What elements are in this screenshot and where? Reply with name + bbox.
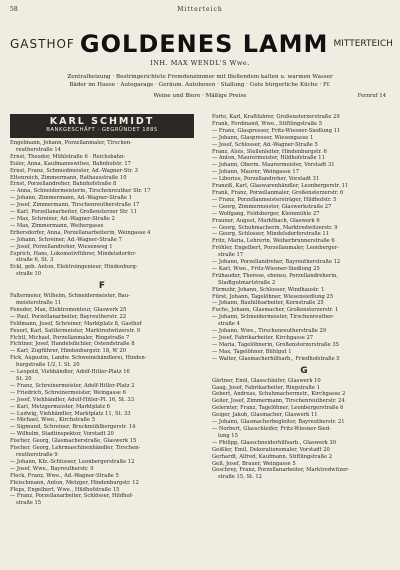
directory-entry: meisterstraße 11 bbox=[16, 300, 62, 307]
directory-entry: Frühauder, Therese, ebenso, Porzellandreherin, bbox=[212, 272, 338, 279]
directory-entry: — Josef, Wwe., Bayreutherstr. 9 bbox=[10, 465, 94, 472]
ad-description bbox=[10, 73, 390, 89]
directory-entry: Eckl, geb. Anton, Elektroingenieur, Hindenburg- bbox=[10, 264, 138, 271]
ad-line-1: Zentralheizung · Bestringerichtete Fremdenzimmer mit fließendem kalten u. warmen Wasser bbox=[67, 74, 333, 80]
ad-phone: Fernruf 14 bbox=[357, 93, 386, 99]
section-letter: F bbox=[98, 281, 106, 292]
directory-entry: Faltermeier, Wilhelm, Schneidermeister, Bau- bbox=[10, 293, 130, 300]
directory-entry: Fritz, Maria, Lehrerin, Weiherbrunnerstraße 6 bbox=[212, 238, 335, 245]
directory-entry: Feneder, Max, Elektromonteur, Glaswerk 25 bbox=[10, 306, 127, 313]
directory-entry: Geschrey, Franz, Porzellanarbeiter, Marktredwitzer- bbox=[212, 467, 350, 474]
directory-entry: Gelernter, Franz, Tagelöhner, Leonbergerstraße 6 bbox=[212, 405, 344, 412]
directory-entry: Forte, Karl, Kraftfahrer, Großensterzerstraße 29 bbox=[212, 114, 340, 120]
directory-entry: Esprich, Hans, Lokomotivführer, Mindelsdorfer- bbox=[10, 250, 137, 257]
directory-entry: — Franz, Schreinermeister, Adolf-Hitler-Platz 2 bbox=[10, 382, 135, 389]
directory-entry: — Josef, Viehhändler, Adolf-Hitler-Pl. 16, St. 33 bbox=[10, 396, 135, 403]
directory-entry: Geß, Josef, Brauer, Weingasse 5 bbox=[212, 460, 296, 467]
ad-hotel-name: GOLDENES LAMM bbox=[79, 30, 329, 58]
directory-entry: — Philipp, Glasschneiderhilfsarb., Glaswerk 30 bbox=[212, 439, 337, 446]
directory-entry: — Georg, Zimmermeister, Glaswerkstraße 27 bbox=[212, 203, 332, 210]
directory-entry: — Josef, Schlosser, Ad.-Wagner-Straße 5 bbox=[212, 141, 318, 148]
right-entry-list bbox=[212, 114, 396, 481]
directory-entry: — Johann, Wwe., Tirschenreutherstraße 29 bbox=[212, 328, 327, 335]
directory-entry: — Johann, Oberm. Maurermeister, Vorstadt 31 bbox=[212, 162, 335, 169]
directory-entry: burgstraße 1/2, I. St. 20 bbox=[16, 362, 80, 369]
directory-entry: — Johann, Kfz.-Schlosser, Leonbergerstraße 12 bbox=[10, 458, 135, 465]
directory-entry: Geißler, Emil, Dekorationsmaler, Vorstadt 20 bbox=[212, 446, 330, 453]
directory-entry: Erbersdorfer, Anna, Porzellanarbeiterin, Weingasse 4 bbox=[10, 229, 151, 236]
directory-entry: — Friedrich, Schreinermeister, Weingasse 6 bbox=[10, 389, 126, 396]
directory-entry: Geiler, Josef, Zimmermann, Tirschenreutherstr. 24 bbox=[212, 398, 345, 405]
directory-entry: Engelmann, Johann, Porzellanmaler, Tirschen- bbox=[10, 140, 132, 146]
directory-entry: Ernst, Theodor, Mühlstraße 6 · Reichsbahn- bbox=[10, 153, 126, 160]
directory-entry: Stadtgutmartstraße 2 bbox=[218, 279, 276, 286]
directory-entry: — Johann, Schneidermeister, Tirschenreuther- bbox=[212, 314, 335, 321]
directory-entry: Ettenreich, Zimmermann, Rathausstraße 10 bbox=[10, 174, 127, 181]
directory-entry: — Johann, Zimmermann, Ad.-Wagner-Straße 1 bbox=[10, 195, 132, 202]
directory-entry: — Leopold, Viehhändler, Adolf-Hitler-Platz 16 bbox=[10, 369, 130, 376]
directory-entry: Gärtner, Emil, Glasschleifer, Glaswerk 10 bbox=[212, 377, 321, 384]
directory-entry: — Wilhelm, Stadtinspektor, Vorstadt 20 bbox=[10, 431, 114, 438]
page-number: 58 bbox=[10, 6, 18, 13]
directory-entry: Franziß, Karl, Glaswarenhändler, Leonbergerstr. 11 bbox=[212, 183, 349, 190]
directory-entry: Fuchs, Johann, Glasmacher, Großensterzerstr. 1 bbox=[212, 307, 339, 314]
directory-entry: — Josef, Porzellandreher, Wiesenweg 1 bbox=[10, 243, 113, 250]
directory-entry: Geiger, Jakob, Glasmacher, Glaswerk 11 bbox=[212, 412, 318, 419]
directory-entry: Frauner, August, Marktbach, Glaswerk 6 bbox=[212, 217, 320, 224]
directory-entry: — Karl, Metzgermeister, Marktplatz 6 bbox=[10, 403, 110, 410]
directory-entry: Ernst, Porzellandreher, Bahnhofstraße 8 bbox=[10, 181, 117, 188]
bank-subtitle: BANKGESCHÄFT · GEGRÜNDET 1885 bbox=[46, 127, 158, 133]
directory-entry: — Wolfgang, Feldsberger, Kleinmühle 27 bbox=[212, 210, 320, 217]
directory-entry: — Paul, Porzellanarbeiter, Bayreutherstr. 22 bbox=[10, 313, 127, 320]
directory-entry: Fleps, Engelbert, Wwe., Hildhofstraße 15 bbox=[10, 486, 120, 493]
directory-entry: — Johann, Maurer, Weingasse 17 bbox=[212, 169, 299, 176]
directory-entry: lung 15 bbox=[218, 432, 238, 439]
ad-owner: INH. MAX WENDL'S Wwe. bbox=[150, 59, 250, 67]
directory-entry: St. 20 bbox=[16, 376, 32, 382]
directory-entry: straße 6, St. 3 bbox=[16, 257, 54, 264]
directory-entry: reutherstraße 9 bbox=[16, 451, 58, 458]
directory-entry: Gerhardt, Alfred, Kaufmann, Stiftlingstraße 2 bbox=[212, 453, 333, 460]
directory-entry: Fröhler, Engelbert, Porzellanmaler, Leonberger- bbox=[212, 245, 339, 252]
directory-entry: Gebert, Andreas, Schuhmachermstr., Kirchgasse 2 bbox=[212, 391, 346, 398]
right-column bbox=[212, 114, 396, 566]
directory-entry: straße 15 bbox=[16, 500, 42, 507]
directory-entry: straße 17 bbox=[218, 252, 244, 259]
directory-entry: Feldmann, Josef, Schreiner, Marktplatz 8, Gasthof bbox=[10, 320, 142, 327]
directory-entry: — Franz, Porzellanmeistersträger, Hildhofstr. 5 bbox=[212, 196, 337, 203]
directory-entry: — Maria, Tagelöhnerin, Großensterzerstraße 35 bbox=[212, 341, 339, 348]
directory-entry: — Michael, Wwe., Kirchstraße 5 bbox=[10, 417, 96, 424]
page-header bbox=[10, 6, 390, 16]
running-title: Mitterteich bbox=[177, 6, 223, 13]
directory-entry: — Josef, Zimmermann, Tirschenreutherstraße 17 bbox=[10, 202, 140, 209]
directory-entry: Feuerl, Karl, Sattlermeister, Marktredwitzerstr. 9 bbox=[10, 327, 141, 334]
directory-entry: Fichtl, Michael, Porzellanmaler, Ringstraße 7 bbox=[10, 334, 130, 341]
directory-entry: — Ludwig, Viehhändler, Marktplatz 11, St. 33 bbox=[10, 410, 131, 417]
bank-name: KARL SCHMIDT bbox=[49, 116, 155, 127]
directory-entry: straße 15, St. 12 bbox=[218, 474, 262, 481]
directory-entry: — Johann, Porzellandreher, Bayreutherstraße 12 bbox=[212, 259, 341, 266]
advertisement-gasthof bbox=[10, 22, 393, 104]
directory-entry: Frank, Franz, Porzellanmaler, Großensterzerstr. 6 bbox=[212, 189, 344, 196]
directory-entry: — Johann, Glasmacherbegleiter, Bayreutherstr. 21 bbox=[212, 419, 345, 426]
left-column bbox=[10, 114, 194, 566]
directory-entry: — Karl, Wwe., Fritz-Wiesner-Siedlung 25 bbox=[212, 265, 320, 272]
directory-entry: — Max, Tagelöhner, Bühlgut 1 bbox=[212, 348, 292, 355]
directory-entry: — Georg, Schuhmacherin, Marktredwitzerstr. 9 bbox=[212, 224, 338, 231]
directory-entry: — Anna, Schneidermeisterin, Tirschenreuther Str. 17 bbox=[10, 188, 151, 195]
directory-entry: — Johann, Bauhilfsarbeiter, Kornstraße 25 bbox=[212, 300, 324, 307]
directory-entry: — Franz, Glaspresser, Fritz-Wiesner-Siedlung 11 bbox=[212, 127, 341, 134]
directory-entry: — Max, Schreiner, Ad.-Wagner-Straße 2 bbox=[10, 215, 115, 222]
directory-entry: — Liborius, Porzellandreher, Vorstadt 31 bbox=[212, 176, 320, 183]
directory-entry: — Johann, Schreiner, Ad.-Wagner-Straße 7 bbox=[10, 236, 122, 243]
left-entry-list bbox=[10, 140, 194, 507]
directory-entry: — Karl, Porzellanarbeiter, Großensterzer Str. 11 bbox=[10, 209, 137, 216]
ad-town: MITTERTEICH bbox=[333, 39, 393, 49]
directory-entry: Fürmohr, Johann, Schlosser, Windhaustr. 1 bbox=[212, 286, 325, 293]
directory-entry: Euler, Anna, Kaufmannswitwe, Bahnhofstr. 17 bbox=[10, 160, 131, 167]
section-letter: G bbox=[300, 365, 308, 376]
directory-entry: Gaag, Josef, Fabrikarbeiter, Ringstraße 1 bbox=[212, 384, 320, 391]
directory-entry: — Norbert, Glasschleifer, Fritz-Wiesner-Sied- bbox=[212, 425, 331, 432]
directory-entry: Fischer, Georg, Lehrmaschinenhändler, Tirschen- bbox=[10, 445, 141, 452]
ad-gasthof: GASTHOF bbox=[10, 37, 75, 51]
directory-entry: Franz, Alois, Stellenleiter, Hindenburgstr. 6 bbox=[212, 148, 327, 155]
directory-entry: — Max, Zimmermann, Weihergasse bbox=[10, 222, 104, 229]
bank-advertisement-box bbox=[10, 114, 194, 138]
directory-entry: Ernst, Franz, Schmiedmeister, Ad.-Wagner-Str. 3 bbox=[10, 167, 138, 174]
directory-entry: — Georg, Schlosser, Mindelsdorferstraße 11 bbox=[212, 231, 329, 238]
directory-entry: Fürst, Johann, Tagelöhner, Wiesensiedlung 25 bbox=[212, 293, 334, 300]
ad-title bbox=[10, 30, 393, 58]
directory-entry: — Karl, Zugführer, Hindenburgstr. 18, W 20 bbox=[10, 348, 127, 355]
ad-line-2: Bäder im Hause · Autogarage · Geräum. Autoboxen · Stallung · Gute bürgerliche Küche · Ff. bbox=[69, 82, 331, 88]
directory-entry: Fleischmann, Anton, Metzger, Hindenburgstr. 12 bbox=[10, 479, 139, 486]
directory-entry: — Josef, Fabrikarbeiter, Kirchgasse 27 bbox=[212, 335, 314, 341]
directory-entry: — Anton, Maurermeister, Hildhofstraße 11 bbox=[212, 155, 325, 162]
directory-entry: Fichtner, Josef, Handelsfächler, Ostendstraße 8 bbox=[10, 341, 135, 348]
directory-entry: — Walter, Glasmacherhilfsarb., Friedhofstraße 5 bbox=[212, 355, 340, 362]
directory-entry: Frank, Ferdinand, Wwe., Stiftlingstraße 5 bbox=[212, 120, 323, 127]
directory-entry: straße 4 bbox=[218, 321, 240, 328]
directory-entry: — Sigmund, Schreiner, Bruckmühlbergerstr. 14 bbox=[10, 424, 136, 431]
directory-entry: Fleck, Franz, Wwe., Ad.-Wagner-Straße 5 bbox=[10, 472, 119, 479]
directory-entry: Fick, Augustin, Landw. Schweinehändlerei, Hinden- bbox=[10, 355, 147, 362]
directory-entry: — Franz, Porzellanarbeiter, Schlösser, Hildhof- bbox=[10, 493, 134, 500]
ad-line-3: Weine und Biere · Mäßige Preise bbox=[153, 93, 247, 99]
directory-entry: reutherstraße 14 bbox=[16, 146, 61, 153]
directory-entry: — Johann, Glaspresser, Wiesengasse 1 bbox=[212, 134, 314, 141]
directory-entry: straße 10 bbox=[16, 271, 42, 278]
directory-entry: Fischer, Georg, Glasmacherstraße, Glaswerk 15 bbox=[10, 438, 137, 445]
